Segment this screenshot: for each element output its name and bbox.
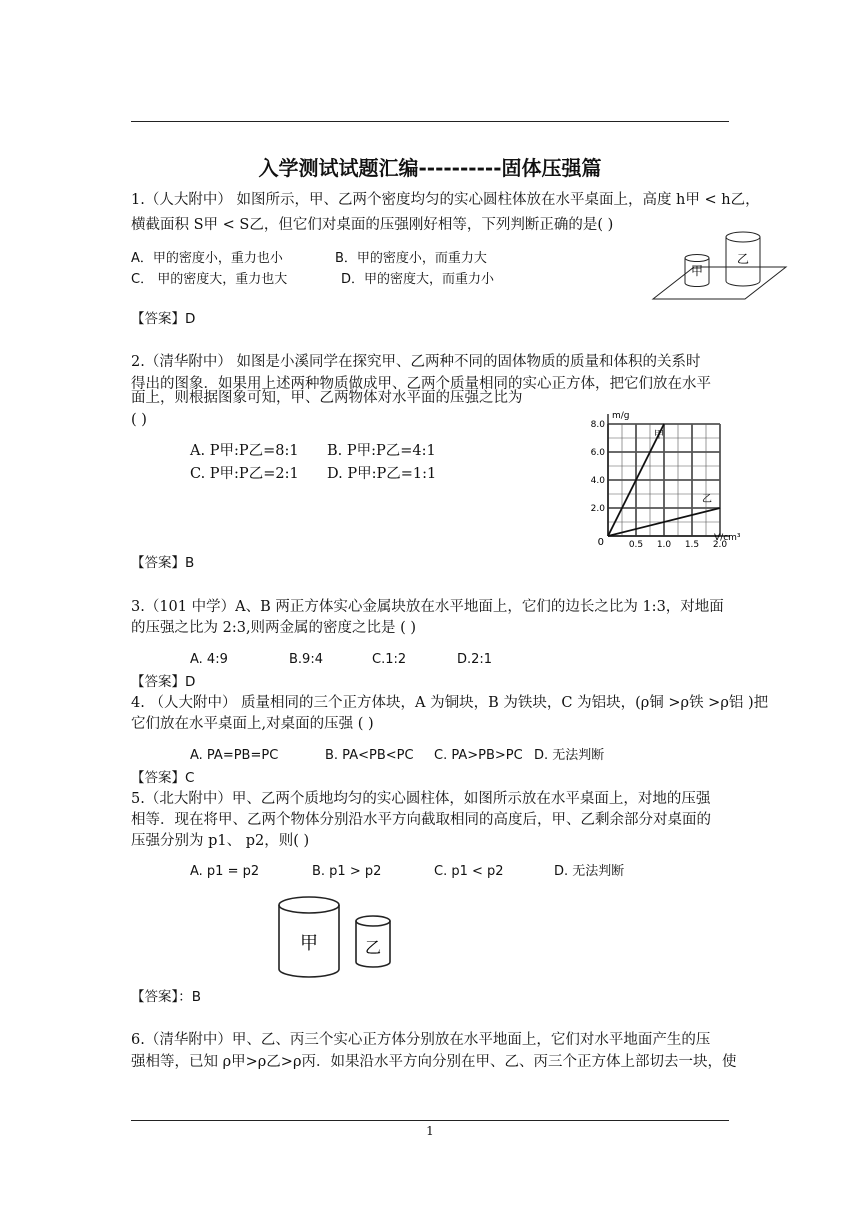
- q4-option-d: D. 无法判断: [534, 748, 605, 763]
- page-number: 1: [426, 1124, 434, 1138]
- q5-option-d: D. 无法判断: [554, 864, 625, 879]
- q5-line3: 压强分别为 p1、 p2，则( ): [131, 833, 310, 849]
- page-title: 入学测试试题汇编----------固体压强篇: [258, 156, 602, 180]
- q4-option-b: B. PA<PB<PC: [325, 748, 414, 763]
- q2-line2: 得出的图象．如果用上述两种物质做成甲、乙两个质量相同的实心正方体，把它们放在水平: [131, 376, 711, 392]
- q5-answer: 【答案】：B: [131, 989, 202, 1005]
- q1-option-c: C． 甲的密度大，重力也大: [131, 272, 288, 287]
- chart-x-tick-label: 1.0: [656, 540, 672, 550]
- q2-option-a: A. P甲:P乙=8:1: [190, 443, 299, 459]
- q6-line2: 强相等，已知 ρ甲>ρ乙>ρ丙．如果沿水平方向分别在甲、乙、丙三个正方体上部切去一块，使: [131, 1054, 737, 1070]
- q2-option-d: D. P甲:P乙=1:1: [327, 466, 437, 482]
- chart-x-tick-label: 1.5: [684, 540, 700, 550]
- q2-line1: 2.（清华附中） 如图是小溪同学在探究甲、乙两种不同的固体物质的质量和体积的关系时: [131, 354, 701, 370]
- q6-line1: 6.（清华附中）甲、乙、丙三个实心正方体分别放在水平地面上，它们对水平地面产生的压: [131, 1032, 711, 1048]
- q3-answer: 【答案】D: [131, 674, 196, 690]
- chart-series-label: 乙: [702, 494, 712, 505]
- chart-y-tick-label: 8.0: [590, 420, 605, 430]
- chart-x-tick-label: 0.5: [628, 540, 644, 550]
- q1-answer: 【答案】D: [131, 311, 196, 327]
- q1-line1: 1.（人大附中） 如图所示，甲、乙两个密度均匀的实心圆柱体放在水平桌面上，高度 h甲 < h乙，: [131, 192, 760, 208]
- q1-fig-label-jia: 甲: [690, 264, 704, 278]
- chart-origin-label: 0: [597, 537, 604, 548]
- q2-line4: ( ): [131, 412, 147, 428]
- q3-line2: 的压强之比为 2:3,则两金属的密度之比是 ( ): [131, 620, 417, 636]
- q2-answer: 【答案】B: [131, 555, 195, 571]
- mass-volume-chart-svg: [586, 400, 742, 550]
- q5-cylinders-figure: [270, 894, 400, 980]
- chart-series-label: 甲: [654, 430, 664, 441]
- chart-y-tick-label: 4.0: [590, 476, 605, 486]
- q1-option-b: B．甲的密度小，而重力大: [335, 251, 487, 266]
- q5-line2: 相等．现在将甲、乙两个物体分别沿水平方向截取相同的高度后，甲、乙剩余部分对桌面的: [131, 812, 711, 828]
- q4-option-c: C. PA>PB>PC: [434, 748, 523, 763]
- q1-line2: 横截面积 S甲 < S乙，但它们对桌面的压强刚好相等，下列判断正确的是( ): [131, 217, 614, 233]
- q5-fig-label-yi: 乙: [364, 938, 382, 957]
- q2-option-b: B. P甲:P乙=4:1: [327, 443, 436, 459]
- q5-option-c: C. p1 < p2: [434, 864, 504, 879]
- q4-line1: 4. （人大附中） 质量相同的三个正方体块，A 为铜块，B 为铁块，C 为铝块，(ρ铜 >ρ铁 >ρ铝 )把: [131, 695, 769, 711]
- q2-line3: 面上，则根据图象可知，甲、乙两物体对水平面的压强之比为: [131, 390, 523, 406]
- q5-fig-label-jia: 甲: [300, 933, 318, 954]
- footer-rule: [131, 1120, 729, 1121]
- mass-volume-chart: [586, 400, 742, 550]
- q1-option-d: D．甲的密度大，而重力小: [341, 272, 495, 287]
- q2-option-c: C. P甲:P乙=2:1: [190, 466, 299, 482]
- q1-cylinders-figure: [650, 224, 790, 304]
- q3-line1: 3.（101 中学）A、B 两正方体实心金属块放在水平地面上，它们的边长之比为 1:3，对地面: [131, 599, 724, 615]
- chart-x-tick-label: 2.0: [712, 540, 728, 550]
- chart-y-tick-label: 2.0: [590, 504, 605, 514]
- q3-option-d: D.2:1: [457, 652, 493, 667]
- q5-line1: 5.（北大附中）甲、乙两个质地均匀的实心圆柱体，如图所示放在水平桌面上，对地的压强: [131, 791, 711, 807]
- q1-option-a: A．甲的密度小，重力也小: [131, 251, 283, 266]
- q1-fig-label-yi: 乙: [736, 252, 750, 266]
- chart-x-axis-label: V/cm³: [714, 533, 741, 543]
- q3-option-b: B.9:4: [289, 652, 323, 667]
- q4-option-a: A. PA=PB=PC: [190, 748, 279, 763]
- q5-option-a: A. p1 = p2: [190, 864, 260, 879]
- chart-y-axis-label: m/g: [612, 411, 630, 421]
- header-rule: [131, 121, 729, 122]
- q4-answer: 【答案】C: [131, 770, 195, 786]
- chart-y-tick-label: 6.0: [590, 448, 605, 458]
- q3-option-c: C.1:2: [372, 652, 407, 667]
- q5-option-b: B. p1 > p2: [312, 864, 382, 879]
- q3-option-a: A. 4:9: [190, 652, 228, 667]
- q4-line2: 它们放在水平桌面上,对桌面的压强 ( ): [131, 716, 374, 732]
